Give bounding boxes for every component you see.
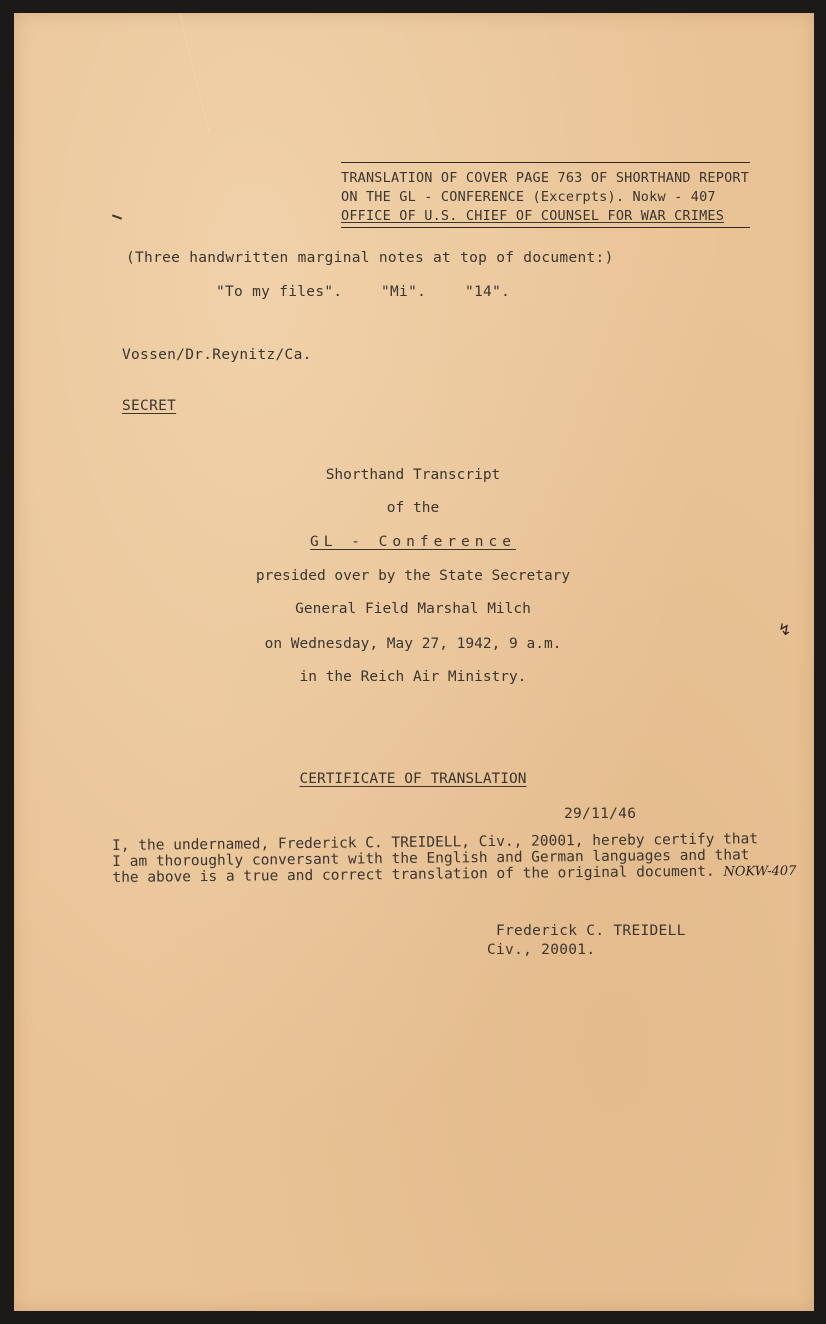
certificate-heading: CERTIFICATE OF TRANSLATION bbox=[299, 771, 527, 787]
title-line-3: GL - Conference bbox=[310, 534, 516, 550]
header-line-1: TRANSLATION OF COVER PAGE 763 OF SHORTHAND REPORT bbox=[341, 170, 750, 186]
marginal-note-3: "14". bbox=[465, 284, 511, 300]
edge-ink-mark: ↯ bbox=[778, 620, 792, 639]
marginal-notes-intro: (Three handwritten marginal notes at top of document:) bbox=[126, 250, 614, 266]
title-line-7: in the Reich Air Ministry. bbox=[299, 669, 527, 685]
certificate-text-line-2: I am thoroughly conversant with the English and German languages and that bbox=[112, 847, 750, 870]
title-line-4: presided over by the State Secretary bbox=[255, 568, 571, 584]
title-line-5: General Field Marshal Milch bbox=[295, 601, 531, 617]
title-line-6: on Wednesday, May 27, 1942, 9 a.m. bbox=[264, 636, 562, 652]
header-line-2: ON THE GL - CONFERENCE (Excerpts). Nokw - 407 bbox=[341, 189, 716, 205]
signer-id: Civ., 20001. bbox=[487, 942, 596, 958]
certificate-text bbox=[112, 831, 796, 887]
paper-crease bbox=[119, 13, 210, 133]
classification-label: SECRET bbox=[122, 398, 177, 414]
title-line-1: Shorthand Transcript bbox=[325, 467, 501, 483]
document-header-box bbox=[341, 162, 750, 228]
certificate-text-line-3: the above is a true and correct translation of the original document. bbox=[112, 863, 715, 886]
certificate-date: 29/11/46 bbox=[564, 806, 637, 822]
marginal-note-1: "To my files". bbox=[216, 284, 343, 300]
certificate-text-line-1: I, the undernamed, Frederick C. TREIDELL, Civ., 20001, hereby certify that bbox=[112, 831, 759, 854]
reference-line: Vossen/Dr.Reynitz/Ca. bbox=[122, 347, 312, 363]
signer-name: Frederick C. TREIDELL bbox=[496, 923, 686, 939]
marginal-note-2: "Mi". bbox=[381, 284, 427, 300]
header-line-3: OFFICE OF U.S. CHIEF OF COUNSEL FOR WAR CRIMES bbox=[341, 208, 725, 224]
handwritten-reference: NOKW-407 bbox=[723, 863, 797, 880]
title-line-2: of the bbox=[386, 500, 440, 516]
